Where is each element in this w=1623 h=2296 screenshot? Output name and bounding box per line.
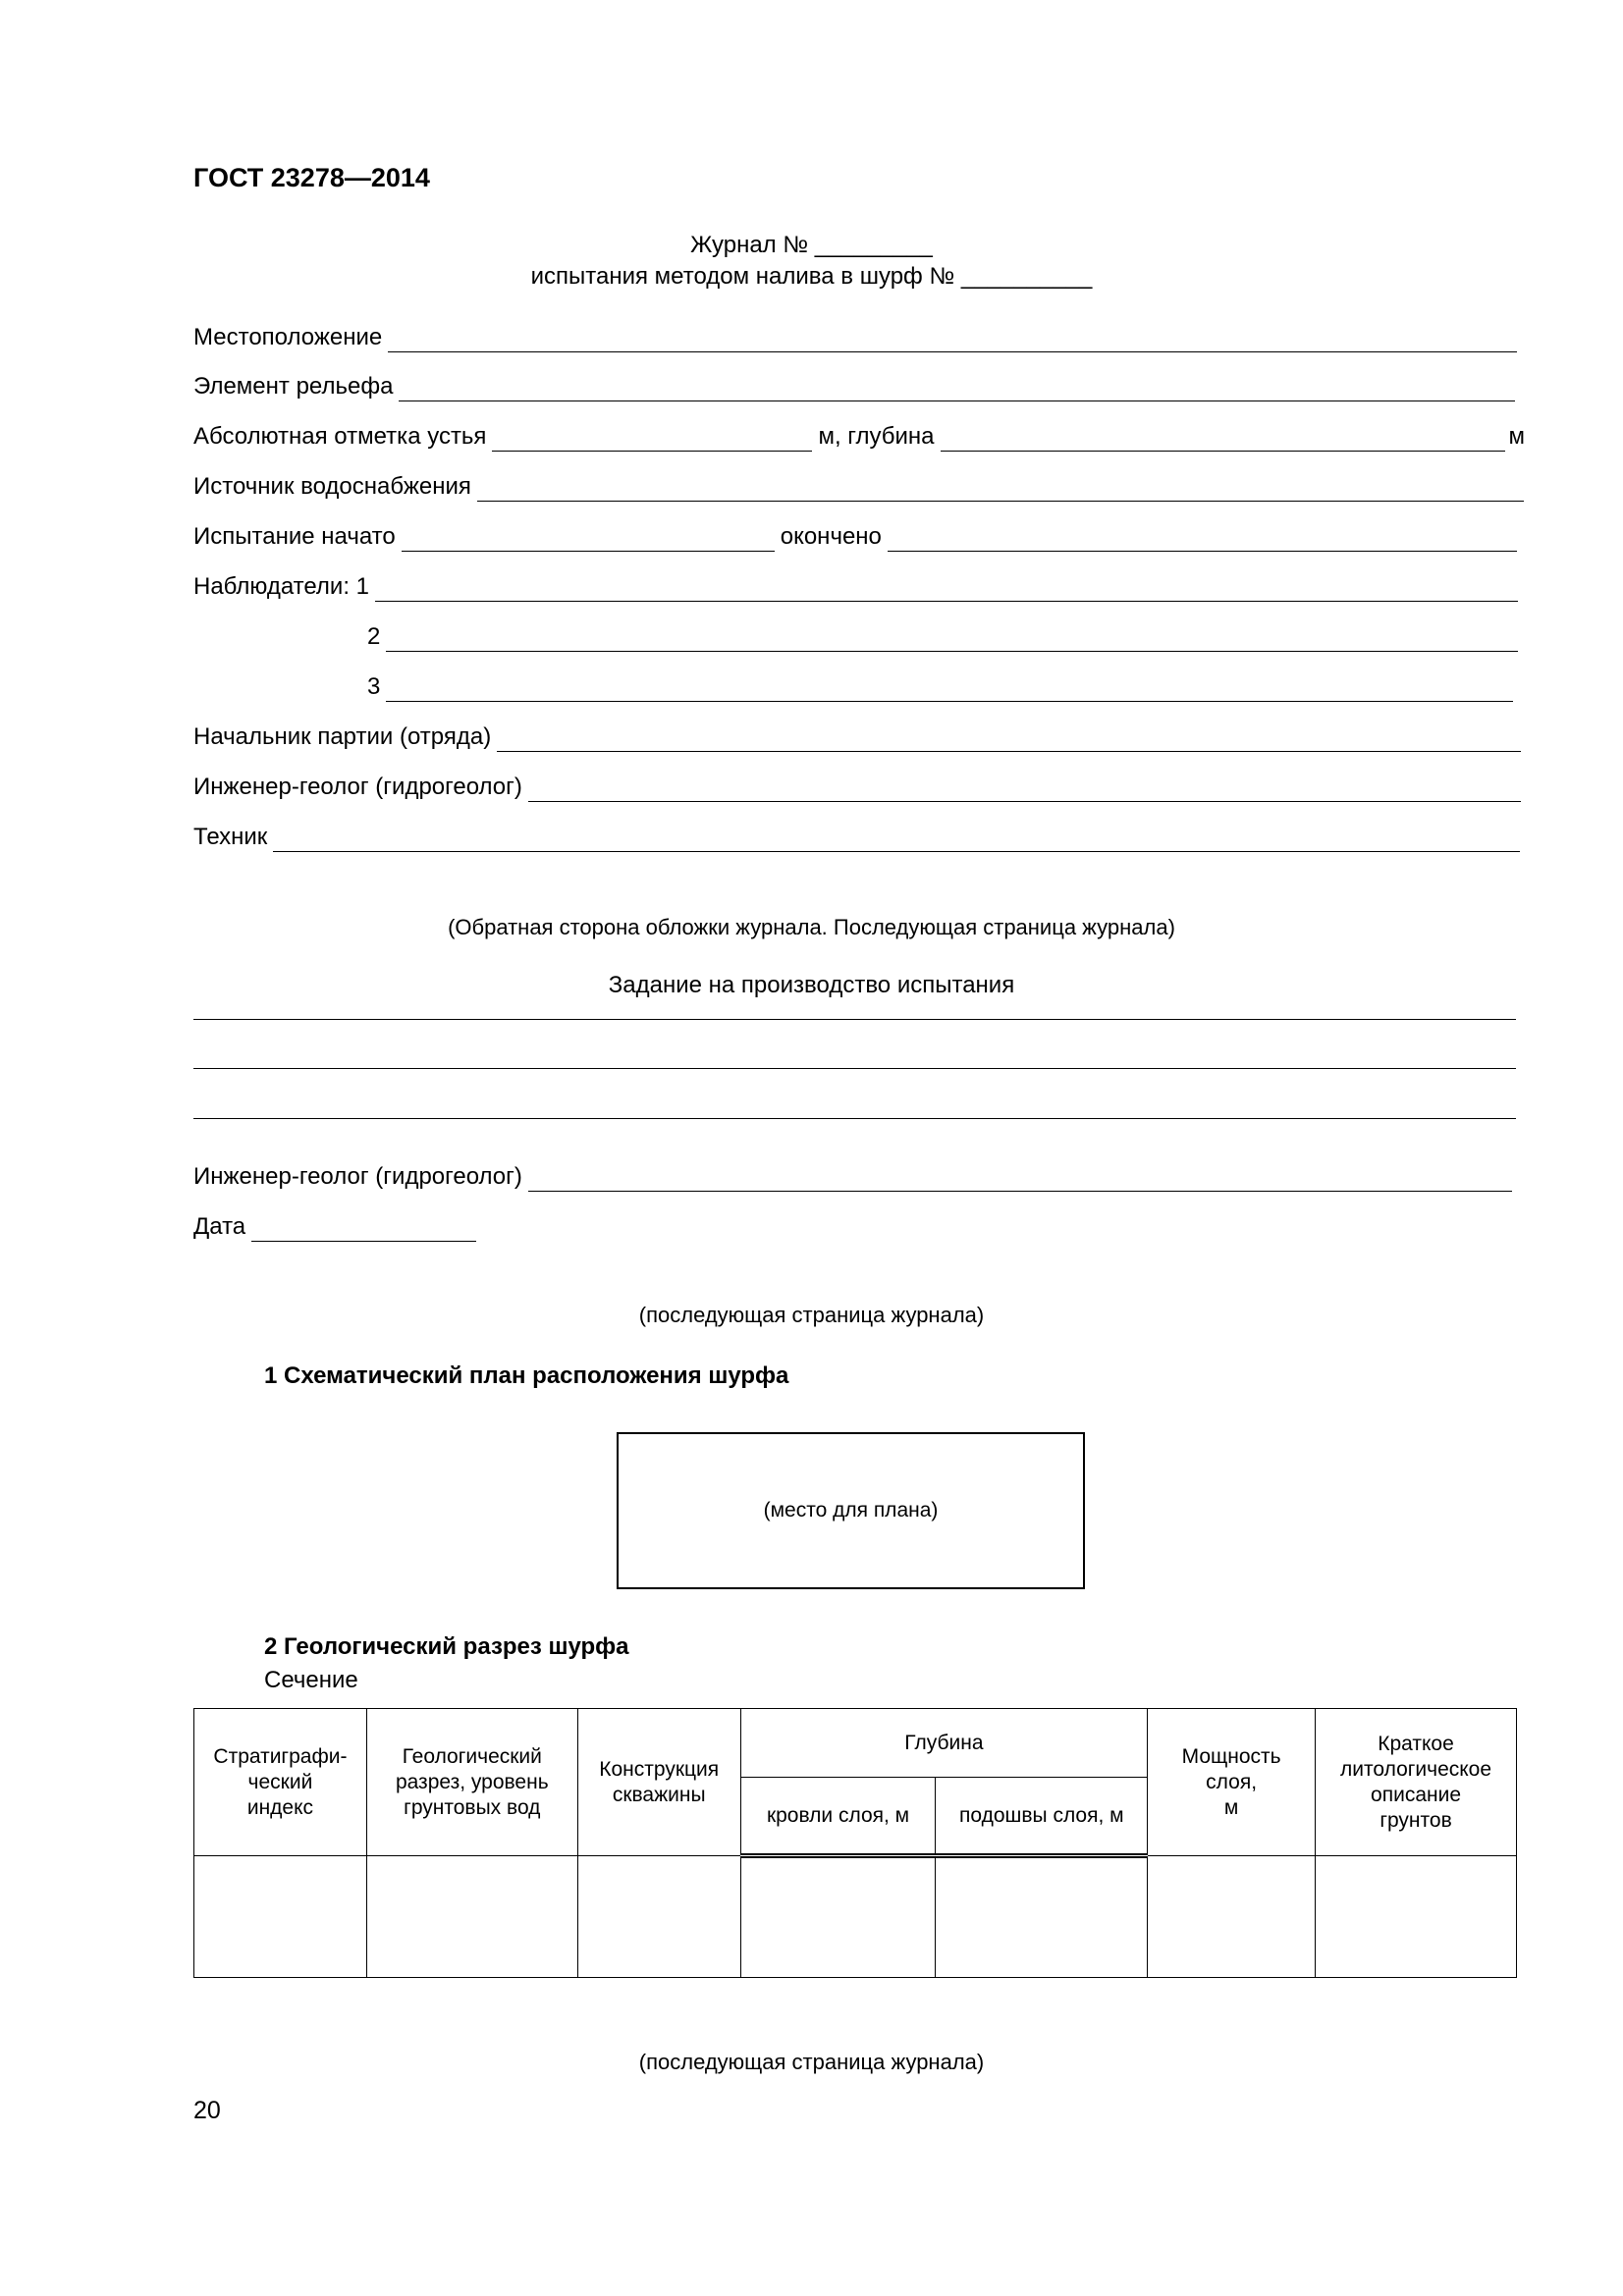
task-line-1[interactable] [193,1019,1516,1020]
location-row [193,319,1517,352]
task-engineer-label: Инженер-геолог (гидрогеолог) [193,1163,522,1190]
col-lithology-description: Краткое литологическое описание грунтов [1316,1709,1517,1856]
observer2-field[interactable] [386,626,1518,652]
observer1-row [193,568,1518,602]
relief-row [193,368,1515,401]
task-title: Задание на производство испытания [608,972,1015,998]
test-started-field[interactable] [402,526,775,552]
journal-title-line1: Журнал № _________ [690,232,933,258]
water-source-row [193,468,1524,502]
task-line-3[interactable] [193,1118,1516,1119]
cell-lithology-description[interactable] [1316,1856,1517,1978]
task-engineer-row [193,1158,1512,1192]
technician-row [193,819,1520,852]
journal-title-line2: испытания методом налива в шурф № __________ [530,263,1093,290]
engineer-row [193,769,1521,802]
water-source-field[interactable] [477,476,1524,502]
document-header: ГОСТ 23278—2014 [193,163,430,192]
cover-note: (Обратная сторона обложки журнала. Последующая страница журнала) [448,915,1175,939]
task-line-2[interactable] [193,1068,1516,1069]
abs-mark-field[interactable] [492,426,812,452]
observer2-row [367,618,1518,652]
depth-label: м, глубина [818,423,935,450]
observers-label: Наблюдатели: 1 [193,573,370,600]
technician-label: Техник [193,824,268,850]
test-started-label: Испытание начато [193,523,396,550]
task-engineer-field[interactable] [528,1166,1512,1192]
task-date-field[interactable] [251,1216,476,1242]
observer3-field[interactable] [386,676,1513,702]
test-finished-field[interactable] [888,526,1517,552]
col-depth-bottom: подошвы слоя, м [936,1778,1148,1856]
plan-placeholder: (место для плана) [763,1499,939,1522]
observer2-label: 2 [367,623,381,650]
cell-stratigraphic-index[interactable] [194,1856,367,1978]
technician-field[interactable] [273,827,1520,852]
water-source-label: Источник водоснабжения [193,473,471,500]
abs-mark-row [193,418,1525,452]
col-stratigraphic-index: Стратиграфи- ческий индекс [194,1709,367,1856]
depth-unit: м [1508,423,1525,450]
col-depth-top: кровли слоя, м [740,1778,936,1856]
col-geological-section: Геологический разрез, уровень грунтовых вод [366,1709,577,1856]
cell-depth-top[interactable] [740,1856,936,1978]
section2-subtitle: Сечение [264,1667,358,1693]
cell-depth-bottom[interactable] [936,1856,1148,1978]
task-date-row [193,1208,476,1242]
location-field[interactable] [388,327,1517,352]
party-chief-label: Начальник партии (отряда) [193,723,492,750]
observer3-label: 3 [367,673,381,700]
geological-section-table [193,1708,1517,1978]
observer3-row [367,668,1513,702]
table-row [194,1856,1517,1978]
observer1-field[interactable] [375,576,1518,602]
next-page-note-1: (последующая страница журнала) [638,1303,985,1327]
task-date-label: Дата [193,1213,246,1240]
section1-title: 1 Схематический план расположения шурфа [264,1362,789,1389]
engineer-label: Инженер-геолог (гидрогеолог) [193,774,522,800]
next-page-note-2: (последующая страница журнала) [638,2050,985,2074]
col-well-construction: Конструкция скважины [577,1709,740,1856]
section2-title: 2 Геологический разрез шурфа [264,1633,629,1660]
plan-box [617,1432,1085,1589]
test-dates-row [193,518,1517,552]
col-depth-group: Глубина [740,1709,1148,1778]
cell-geological-section[interactable] [366,1856,577,1978]
col-layer-thickness: Мощность слоя, м [1148,1709,1316,1856]
location-label: Местоположение [193,324,383,350]
abs-mark-label: Абсолютная отметка устья [193,423,487,450]
page-number: 20 [193,2097,221,2124]
cell-well-construction[interactable] [577,1856,740,1978]
test-finished-label: окончено [780,523,882,550]
engineer-field[interactable] [528,776,1521,802]
relief-label: Элемент рельефа [193,373,394,400]
cell-layer-thickness[interactable] [1148,1856,1316,1978]
relief-field[interactable] [399,376,1515,401]
party-chief-field[interactable] [497,726,1521,752]
party-chief-row [193,719,1521,752]
depth-field[interactable] [941,426,1505,452]
